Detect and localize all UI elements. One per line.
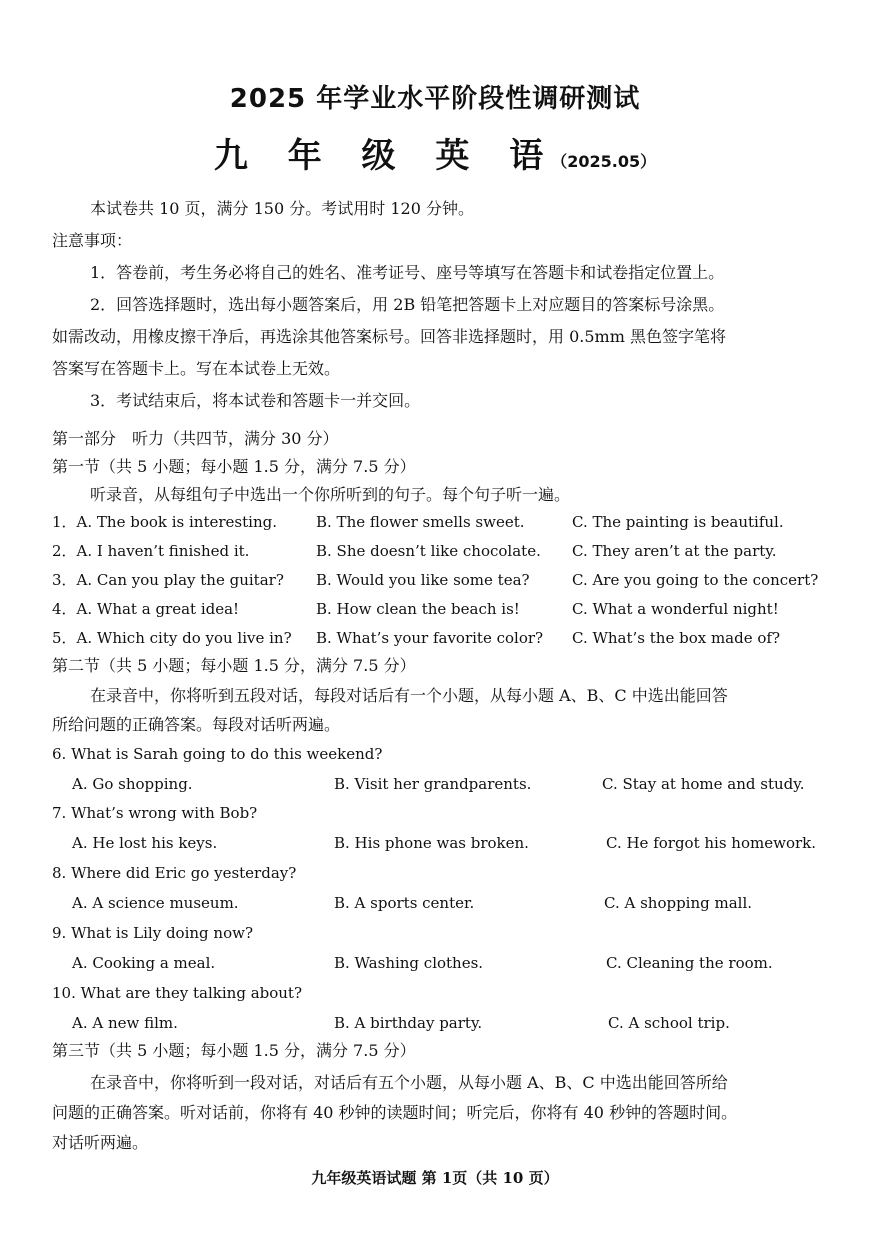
option-c: C. What a wonderful night!: [572, 600, 779, 618]
option-a: 2．A. I haven’t finished it.: [52, 542, 250, 560]
option-a: A. Go shopping.: [72, 775, 193, 793]
question-stem: 6. What is Sarah going to do this weekend?: [52, 745, 383, 763]
option-b: B. How clean the beach is!: [316, 600, 520, 618]
option-b: B. Washing clothes.: [334, 954, 484, 972]
note-2-line-3: 答案写在答题卡上。写在本试卷上无效。: [52, 359, 341, 378]
note-2-line-1: 2．回答选择题时，选出每小题答案后，用 2B 铅笔把答题卡上对应题目的答案标号涂黑。: [90, 295, 725, 314]
option-c: C. The painting is beautiful.: [572, 513, 784, 531]
notes-title: 注意事项：: [52, 231, 133, 250]
option-a: 5．A. Which city do you live in?: [52, 629, 292, 647]
page-footer: 九年级英语试题 第 1页（共 10 页）: [311, 1169, 559, 1187]
option-c: C. He forgot his homework.: [606, 834, 816, 852]
option-a: A. A science museum.: [72, 894, 239, 912]
question-stem: 9. What is Lily doing now?: [52, 924, 253, 942]
option-b: B. A sports center.: [334, 894, 475, 912]
option-b: B. She doesn’t like chocolate.: [316, 542, 541, 560]
subject-title: [0, 128, 870, 177]
section2-instruction-line-1: 在录音中，你将听到五段对话，每段对话后有一个小题，从每小题 A、B、C 中选出能回答: [90, 686, 728, 705]
question-stem: 7. What’s wrong with Bob?: [52, 804, 258, 822]
option-b: B. The flower smells sweet.: [316, 513, 525, 531]
option-a: A. He lost his keys.: [72, 834, 218, 852]
option-b: B. Would you like some tea?: [316, 571, 530, 589]
section2-title: 第二节（共 5 小题；每小题 1.5 分，满分 7.5 分）: [52, 656, 416, 675]
option-a: 4．A. What a great idea!: [52, 600, 240, 618]
note-1: 1．答卷前，考生务必将自己的姓名、准考证号、座号等填写在答题卡和试卷指定位置上。: [90, 263, 725, 282]
section3-title: 第三节（共 5 小题；每小题 1.5 分，满分 7.5 分）: [52, 1041, 416, 1060]
option-b: B. His phone was broken.: [334, 834, 529, 852]
option-a: A. A new film.: [72, 1014, 178, 1032]
exam-summary: 本试卷共 10 页，满分 150 分。考试用时 120 分钟。: [90, 199, 474, 218]
note-2-line-2: 如需改动，用橡皮擦干净后，再选涂其他答案标号。回答非选择题时，用 0.5mm 黑色签字笔将: [52, 327, 726, 346]
option-b: B. What’s your favorite color?: [316, 629, 544, 647]
option-a: A. Cooking a meal.: [72, 954, 216, 972]
option-a: 1．A. The book is interesting.: [52, 513, 277, 531]
option-c: C. What’s the box made of?: [572, 629, 780, 647]
section1-title: 第一节（共 5 小题；每小题 1.5 分，满分 7.5 分）: [52, 457, 416, 476]
note-3: 3．考试结束后，将本试卷和答题卡一并交回。: [90, 391, 421, 410]
part1-title: 第一部分 听力（共四节，满分 30 分）: [52, 429, 339, 448]
option-c: C. A school trip.: [608, 1014, 730, 1032]
question-stem: 10. What are they talking about?: [52, 984, 302, 1002]
option-c: C. Stay at home and study.: [602, 775, 805, 793]
option-c: C. Cleaning the room.: [606, 954, 773, 972]
option-b: B. Visit her grandparents.: [334, 775, 532, 793]
option-a: 3．A. Can you play the guitar?: [52, 571, 284, 589]
section1-instruction: 听录音，从每组句子中选出一个你所听到的句子。每个句子听一遍。: [90, 485, 571, 504]
question-stem: 8. Where did Eric go yesterday?: [52, 864, 297, 882]
section2-instruction-line-2: 所给问题的正确答案。每段对话听两遍。: [52, 715, 341, 734]
section3-instruction-line-3: 对话听两遍。: [52, 1133, 149, 1152]
exam-date: （2025.05）: [551, 152, 657, 171]
exam-title: 2025 年学业水平阶段性调研测试: [229, 84, 641, 114]
option-c: C. A shopping mall.: [604, 894, 753, 912]
option-b: B. A birthday party.: [334, 1014, 483, 1032]
section3-instruction-line-1: 在录音中，你将听到一段对话，对话后有五个小题，从每小题 A、B、C 中选出能回答所给: [90, 1073, 728, 1092]
option-c: C. They aren’t at the party.: [572, 542, 777, 560]
option-c: C. Are you going to the concert?: [572, 571, 819, 589]
section3-instruction-line-2: 问题的正确答案。听对话前，你将有 40 秒钟的读题时间；听完后，你将有 40 秒钟的答题时间。: [52, 1103, 738, 1122]
subject-name: 九 年 级 英 语: [213, 136, 558, 176]
